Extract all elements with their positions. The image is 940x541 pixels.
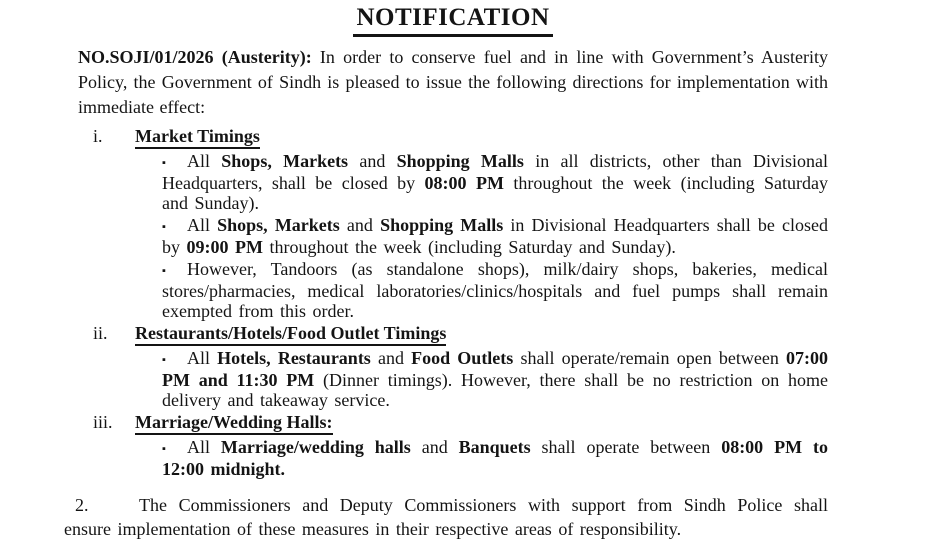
bullet-item: [162, 259, 828, 321]
bullet-square-icon: ▪: [162, 221, 166, 233]
section-heading: Restaurants/Hotels/Food Outlet Timings: [135, 323, 446, 346]
sections: [78, 126, 828, 479]
bullet-item: [162, 215, 828, 257]
section-heading-row: [93, 323, 828, 346]
closing-number: 2.: [75, 495, 89, 515]
section-iii: [78, 412, 828, 479]
bullet-text: All Shops, Markets and Shopping Malls in all districts, other than Divisional Headquarters, shall be closed by 08:00 PM throughout the week (including Saturday and Sunday).: [162, 151, 829, 213]
bullet-text: All Marriage/wedding halls and Banquets shall operate between 08:00 PM to 12:00 midnight.: [162, 437, 828, 479]
bullet-item: [162, 348, 828, 410]
document-title: NOTIFICATION: [353, 3, 552, 37]
document-title-row: [78, 3, 828, 37]
roman-numeral: ii.: [93, 323, 108, 343]
bullet-text: All Hotels, Restaurants and Food Outlets shall operate/remain open between 07:00 PM and 11:30 PM (Dinner timings). However, there shall be no restriction on home delivery and takeaway service.: [162, 348, 828, 410]
bullet-square-icon: ▪: [162, 443, 166, 455]
closing-text: The Commissioners and Deputy Commissioners with support from Sindh Police shall ensure implementation of these measures in their respective areas of responsibility.: [64, 495, 828, 539]
roman-numeral: i.: [93, 126, 103, 146]
bullet-text: However, Tandoors (as standalone shops), milk/dairy shops, bakeries, medical stores/pharmacies, medical laboratories/clinics/hospitals and fuel pumps shall remain exempted from this order.: [162, 259, 828, 321]
bullet-item: [162, 151, 828, 213]
bullet-text: All Shops, Markets and Shopping Malls in Divisional Headquarters shall be closed by 09:00 PM throughout the week (including Saturday and Sunday).: [162, 215, 828, 257]
section-heading-row: [93, 412, 828, 435]
closing-paragraph: [64, 493, 828, 541]
bullet-square-icon: ▪: [162, 157, 166, 169]
bullet-item: [162, 437, 828, 479]
section-heading-row: [93, 126, 828, 149]
intro-paragraph: NO.SOJI/01/2026 (Austerity): In order to conserve fuel and in line with Government’s Austerity Policy, the Government of Sindh is pleased to issue the following directions for implementation with immediate effect:: [78, 47, 828, 117]
section-ii: [78, 323, 828, 410]
section-heading: Marriage/Wedding Halls:: [135, 412, 333, 435]
section-i: [78, 126, 828, 321]
bullet-square-icon: ▪: [162, 265, 166, 277]
bullet-square-icon: ▪: [162, 354, 166, 366]
section-heading: Market Timings: [135, 126, 260, 149]
roman-numeral: iii.: [93, 412, 113, 432]
